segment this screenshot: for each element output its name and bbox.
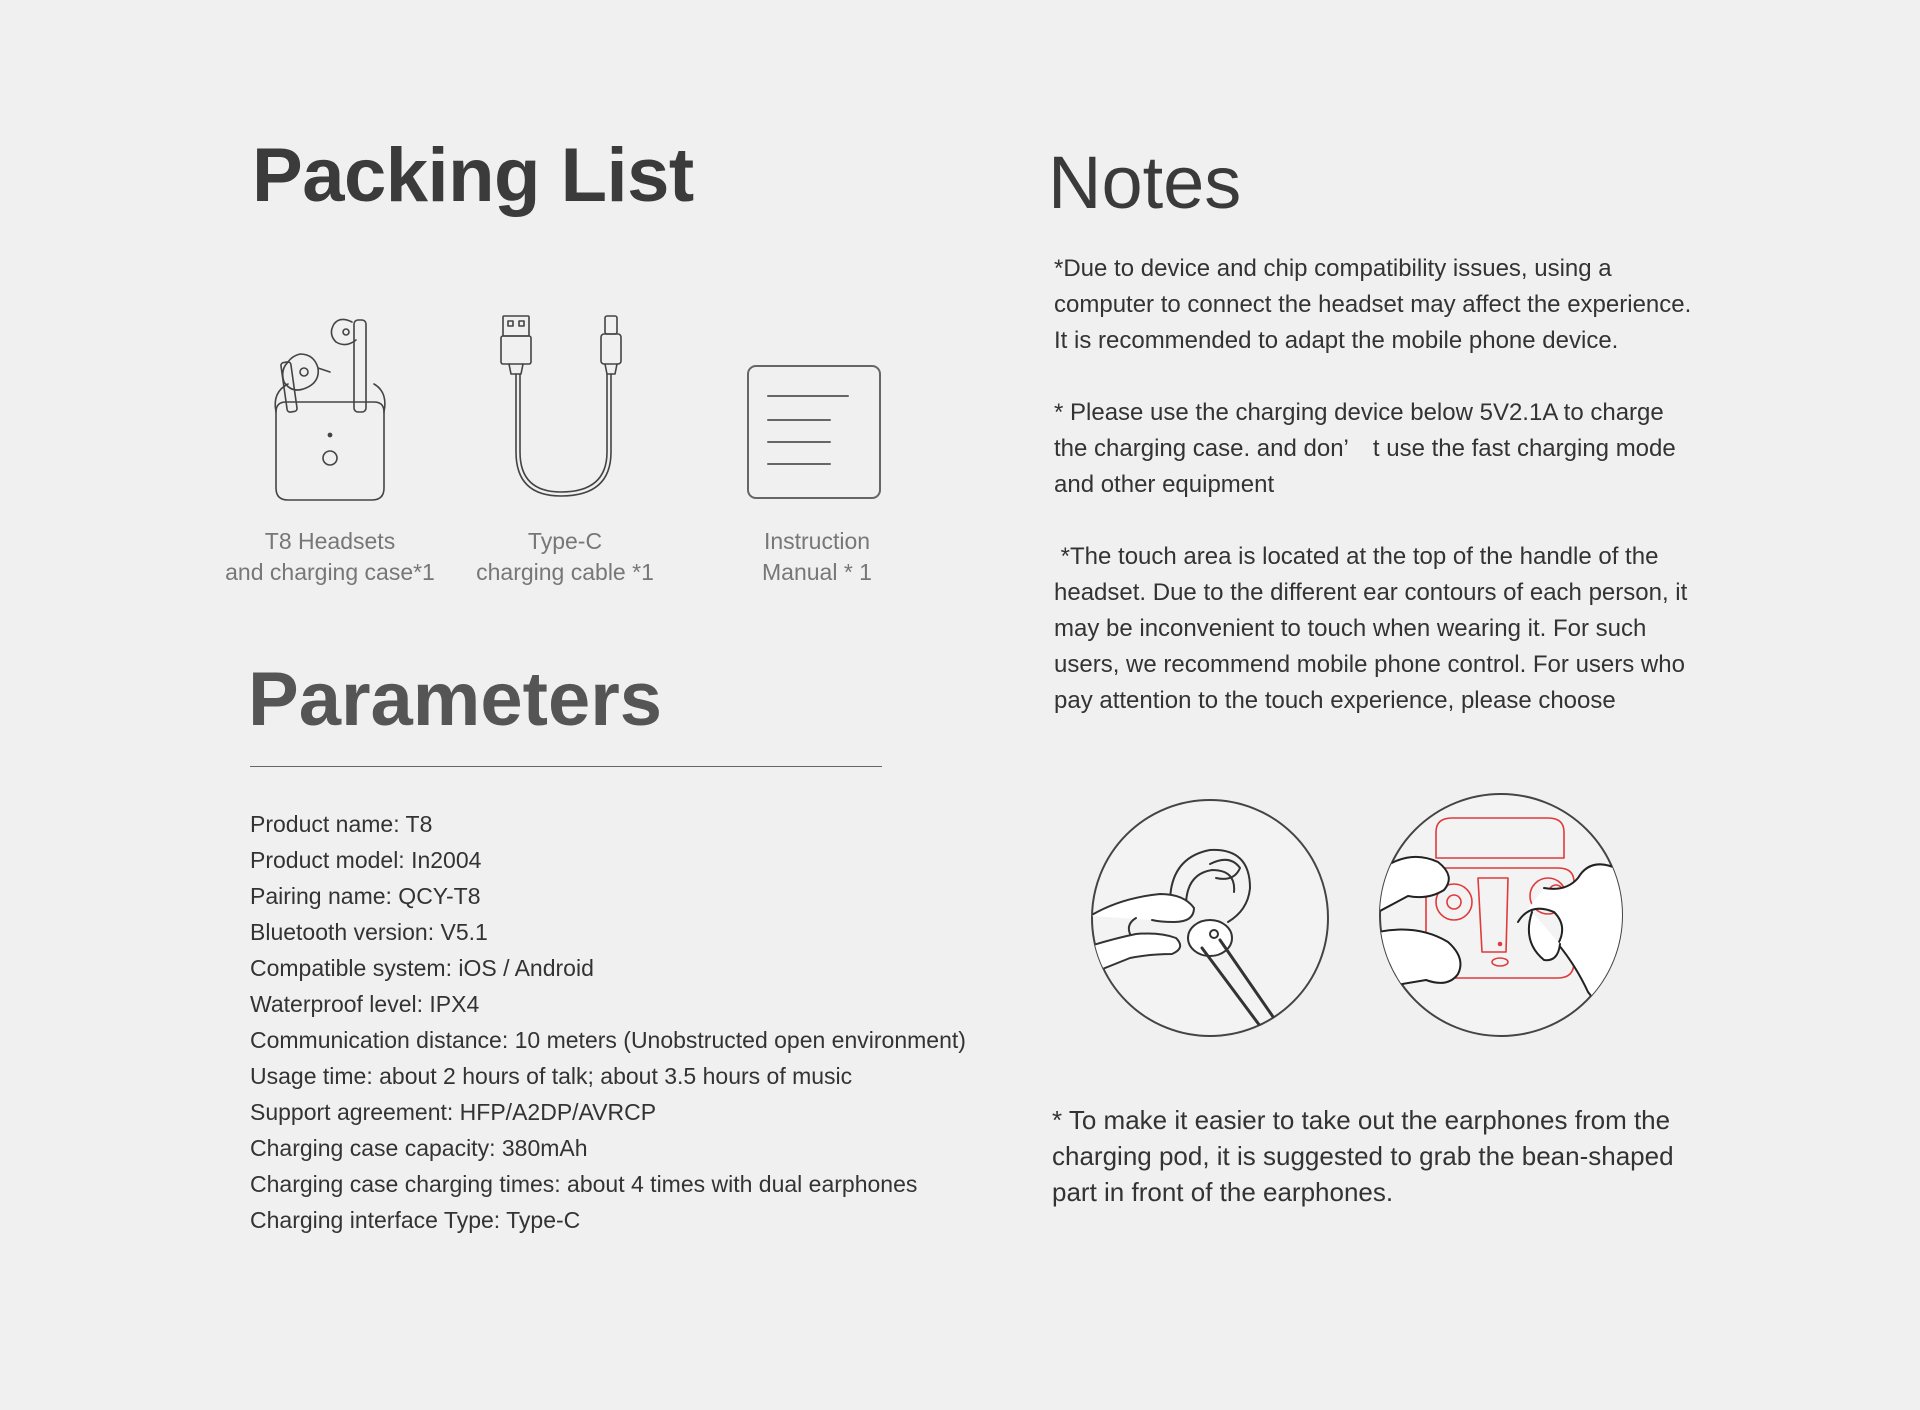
parameter-row: Product name: T8 bbox=[250, 811, 433, 837]
pack-item-earbuds-label bbox=[210, 526, 450, 588]
case-grab-illustration-icon bbox=[1378, 792, 1624, 1038]
packing-list-title: Packing List bbox=[252, 133, 694, 218]
pack-item-line1: Type-C bbox=[527, 528, 603, 554]
note-paragraph-charging: * Please use the charging device below 5V2.1A to charge the charging case. and don’ t use the fast charging mode and other equipment bbox=[1054, 399, 1676, 498]
ear-wearing-illustration-icon bbox=[1090, 798, 1330, 1038]
parameter-row: Usage time: about 2 hours of talk; about 3.5 hours of music bbox=[250, 1063, 853, 1089]
parameters-title: Parameters bbox=[248, 657, 663, 742]
manual-icon bbox=[746, 364, 882, 500]
pack-item-manual-label bbox=[697, 526, 937, 588]
parameter-row: Communication distance: 10 meters (Unobstructed open environment) bbox=[250, 1027, 966, 1053]
pack-item-line2: Manual * 1 bbox=[762, 559, 872, 585]
pack-item-cable-label bbox=[445, 526, 685, 588]
pack-item-line2: and charging case*1 bbox=[225, 559, 435, 585]
parameter-row: Charging case capacity: 380mAh bbox=[250, 1135, 588, 1161]
parameters-divider bbox=[250, 766, 882, 767]
usb-cable-icon bbox=[495, 312, 635, 502]
pack-item-line1: T8 Headsets bbox=[264, 528, 396, 554]
parameter-row: Waterproof level: IPX4 bbox=[250, 991, 480, 1017]
parameter-row: Charging interface Type: Type-C bbox=[250, 1207, 581, 1233]
parameter-row: Product model: In2004 bbox=[250, 847, 482, 873]
note-paragraph-compatibility: *Due to device and chip compatibility issues, using a computer to connect the headset may affect the experience. It is recommended to adapt the mobile phone device. bbox=[1054, 255, 1692, 354]
note-paragraph-take-out: * To make it easier to take out the earphones from the charging pod, it is suggested to grab the bean-shaped part in front of the earphones. bbox=[1052, 1105, 1674, 1207]
parameter-row: Bluetooth version: V5.1 bbox=[250, 919, 488, 945]
parameter-row: Pairing name: QCY-T8 bbox=[250, 883, 481, 909]
parameter-row: Support agreement: HFP/A2DP/AVRCP bbox=[250, 1099, 657, 1125]
notes-title: Notes bbox=[1048, 141, 1242, 224]
earbuds-case-icon bbox=[270, 312, 390, 502]
parameters-list bbox=[250, 806, 1010, 1238]
parameter-row: Compatible system: iOS / Android bbox=[250, 955, 594, 981]
pack-item-line2: charging cable *1 bbox=[476, 559, 654, 585]
note-paragraph-touch: *The touch area is located at the top of the handle of the headset. Due to the different ear contours of each person, it may be inconvenient to touch when wearing it. For such users, we recommend mobile phone control. For users who pay attention to the touch experience, please choose bbox=[1054, 543, 1694, 714]
pack-item-line1: Instruction bbox=[763, 528, 871, 554]
parameter-row: Charging case charging times: about 4 times with dual earphones bbox=[250, 1171, 918, 1197]
